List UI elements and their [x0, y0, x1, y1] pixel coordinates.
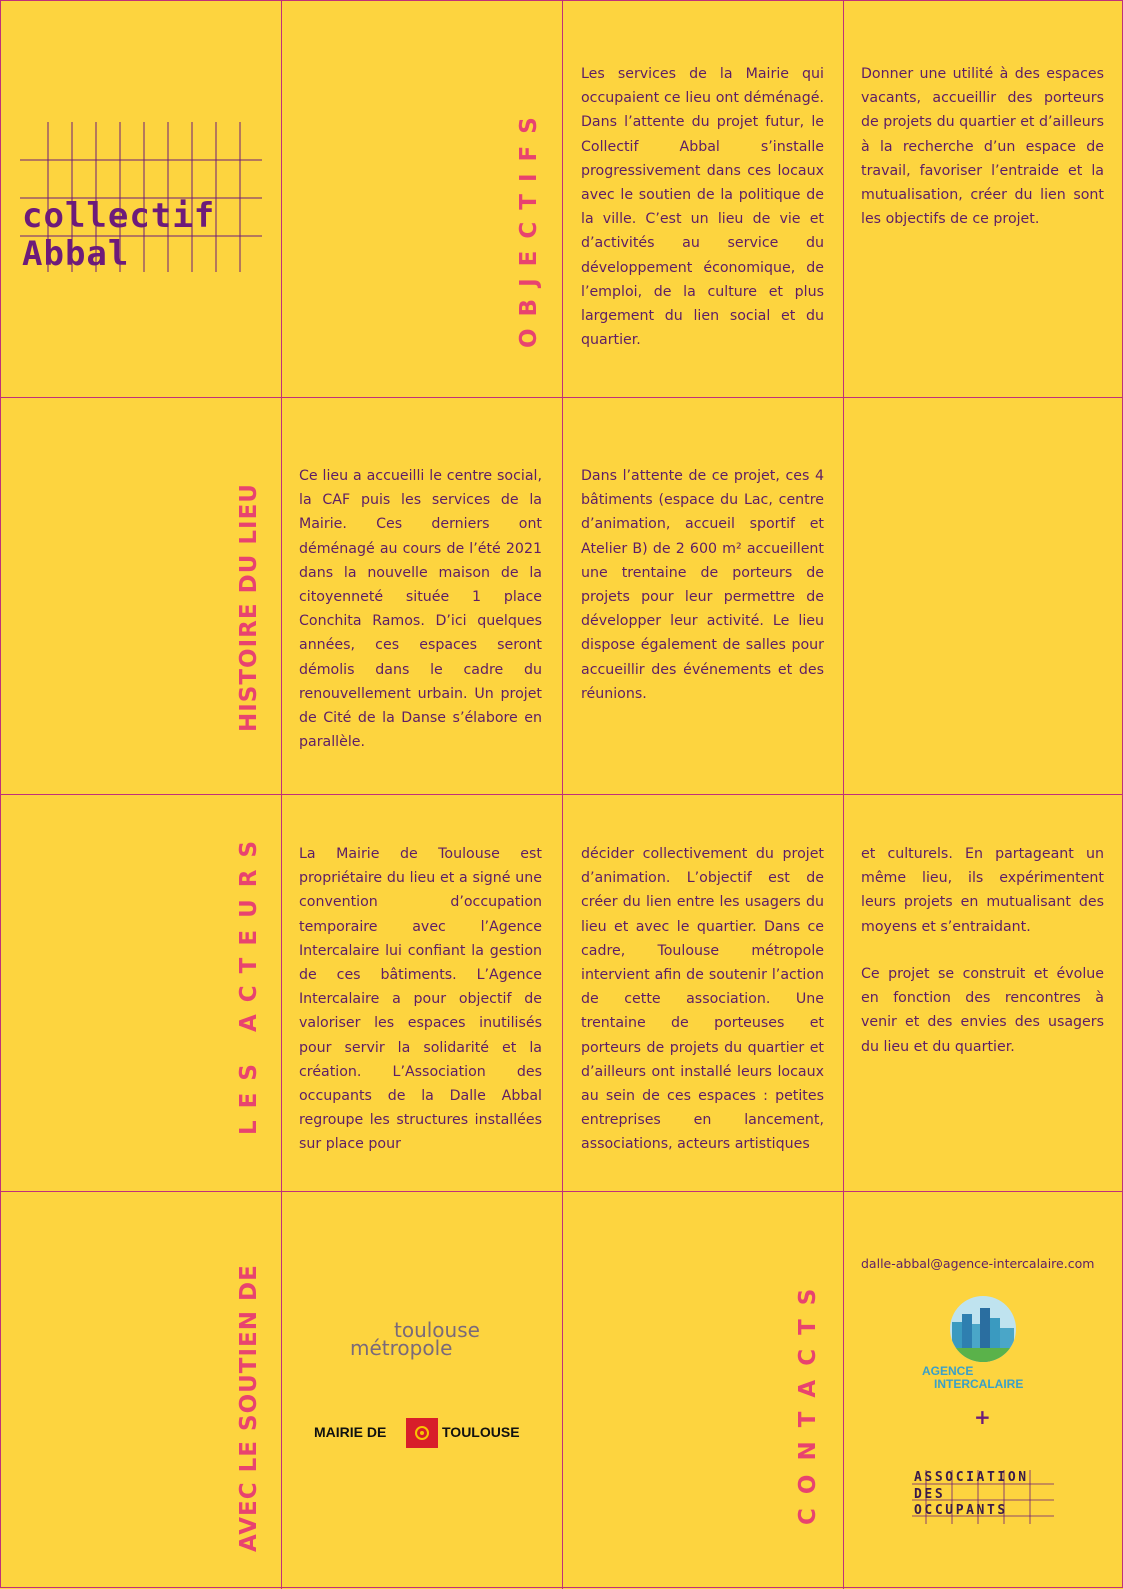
mairie-toulouse-logo — [314, 1416, 534, 1456]
grid-row-divider — [1, 1191, 1123, 1192]
logo-cell — [0, 0, 280, 396]
agence-intercalaire-logo — [910, 1290, 1060, 1390]
objectifs-text-2: Donner une utilité à des espaces vacants, accueillir des porteurs de projets du quartier et d’ailleurs à la recherche d’un espace de travail, favoriser l’entraide et la mutualisation, créer du lien sont les objectifs de ce projet. — [861, 66, 1104, 228]
toulouse-metropole-line1: toulouse — [394, 1318, 480, 1342]
acteurs-text-2: décider collectivement du projet d’animation. L’objectif est de créer du lien entre les usagers du lieu et avec le quartier. Dans ce cadre, Toulouse métropole intervient afin de soutenir l’action de cette association. Une trentaine de porteuses et porteurs de projets du quartier et d’ailleurs ont installé leurs locaux au sein de ces espaces : petites entreprises en lancement, associations, acteurs artistiques — [581, 846, 824, 1153]
logo-line1: collectif — [22, 196, 216, 236]
objectifs-title-cell — [281, 0, 561, 396]
histoire-text-2: Dans l’attente de ce projet, ces 4 bâtiments (espace du Lac, centre d’animation, accueil sportif et Atelier B) de 2 600 m² accueillent une trentaine de porteurs de projets pour leur permettre de développer leur activité. Le lieu dispose également de salles pour accueillir des événements et des réunions. — [581, 468, 824, 702]
asso-line3: OCCUPANTS — [914, 1503, 1008, 1518]
acteurs-title: L E S A C T E U R S — [236, 838, 262, 1135]
city-skyline-icon — [948, 1294, 1018, 1364]
grid-row-divider — [1, 397, 1123, 398]
objectifs-title: O B J E C T I F S — [516, 115, 542, 348]
toulouse-metropole-logo — [350, 1318, 500, 1368]
grid-column-divider — [843, 1, 844, 1589]
contacts-title: C O N T A C T S — [795, 1285, 821, 1525]
association-occupants-logo — [912, 1466, 1057, 1526]
soutien-title: AVEC LE SOUTIEN DE — [236, 1264, 262, 1552]
mairie-logo-right: TOULOUSE — [442, 1424, 520, 1440]
contact-email[interactable]: dalle-abbal@agence-intercalaire.com — [861, 1256, 1095, 1271]
agence-line2: INTERCALAIRE — [934, 1377, 1024, 1391]
grid-column-divider — [562, 1, 563, 1589]
acteurs-text-3b: Ce projet se construit et évolue en fonction des rencontres à venir et des envies des usagers du lieu et du quartier. — [861, 966, 1104, 1055]
asso-line2: DES — [914, 1487, 946, 1502]
objectifs-text-1: Les services de la Mairie qui occupaient ce lieu ont déménagé. Dans l’attente du projet futur, le Collectif Abbal s’installe progressivement dans ces locaux avec le soutien de la politique de la ville. C’est un lieu de vie et d’activités au service du développement économique, de l’emploi, de la culture et plus largement du lien social et du quartier. — [581, 66, 824, 349]
histoire-title: HISTOIRE DU LIEU — [236, 483, 262, 732]
acteurs-text-1: La Mairie de Toulouse est propriétaire du lieu et a signé une convention d’occupation temporaire avec l’Agence Intercalaire lui confiant la gestion de ces bâtiments. L’Agence Intercalaire a pour objectif de valoriser les espaces inutilisés pour servir la solidarité et la création. L’Association des occupants de la Dalle Abbal regroupe les structures installées sur place pour — [299, 846, 542, 1153]
grid-row-divider — [1, 794, 1123, 795]
logo-line2: Abbal — [22, 234, 130, 274]
asso-line1: ASSOCIATION — [914, 1470, 1029, 1485]
histoire-text-1: Ce lieu a accueilli le centre social, la CAF puis les services de la Mairie. Ces derniers ont déménagé au cours de l’été 2021 dans la nouvelle maison de la citoyenneté située 1 place Conchita Ramos. D’ici quelques années, ces espaces seront démolis dans le cadre du renouvellement urbain. Un projet de Cité de la Danse s’élabore en parallèle. — [299, 468, 542, 751]
occitan-cross-icon — [404, 1416, 440, 1450]
acteurs-text-3a: et culturels. En partageant un même lieu, ils expérimentent leurs projets en mutualisant des moyens et s’entraidant. — [861, 846, 1104, 935]
mairie-logo-left: MAIRIE DE — [314, 1424, 387, 1440]
toulouse-metropole-line2: métropole — [350, 1336, 453, 1360]
agence-line1: AGENCE — [922, 1364, 974, 1378]
plus-sign: + — [974, 1405, 991, 1429]
